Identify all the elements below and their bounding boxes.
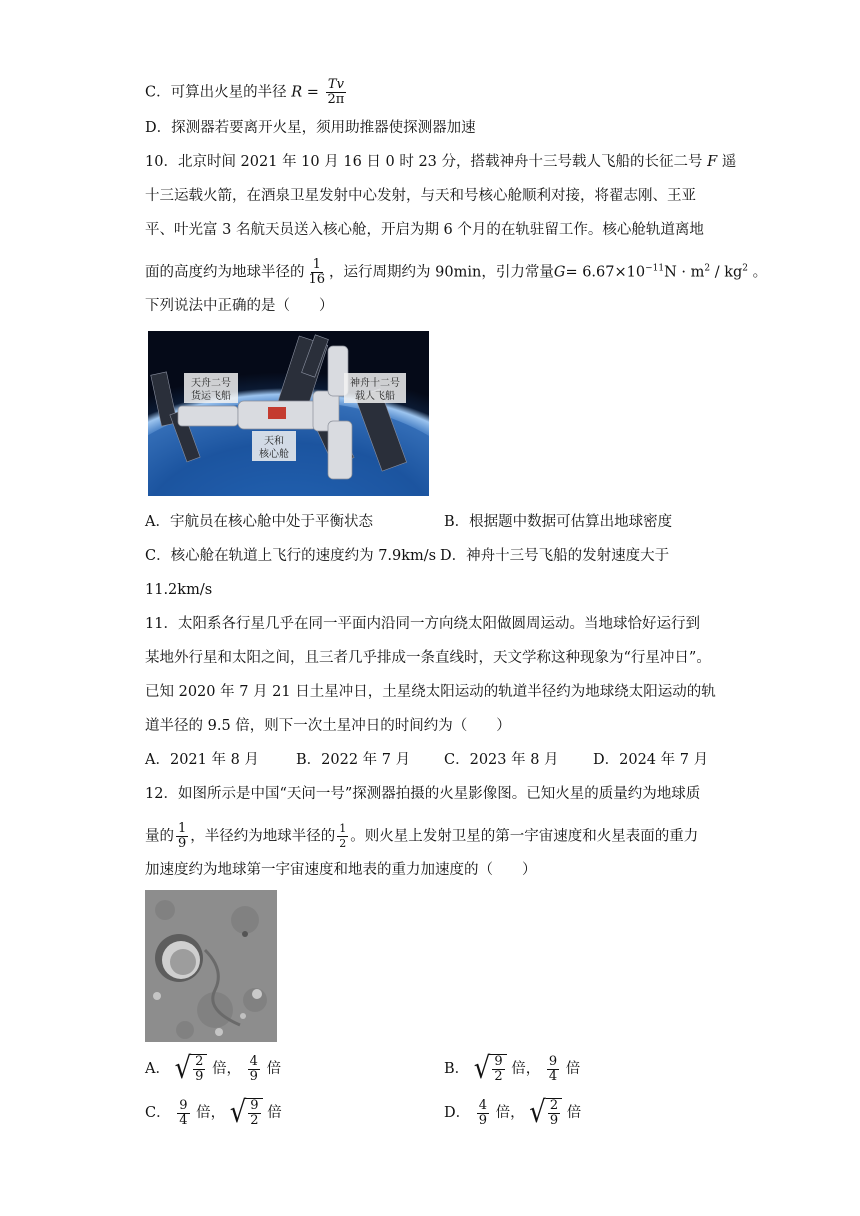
- q12-line-3: 加速度约为地球第一宇宙速度和地表的重力加速度的（ ）: [145, 862, 537, 878]
- q12-option-c: [145, 1094, 282, 1132]
- q12-option-b: [444, 1050, 580, 1088]
- q10-option-d-cont: 11.2km/s: [145, 582, 213, 598]
- q12-option-d: [444, 1094, 581, 1132]
- option-letter: D．: [444, 1105, 471, 1121]
- sqrt-symbol: √ $\frac{2}{9}$: [529, 1098, 562, 1128]
- fraction-denominator: 4: [179, 1112, 188, 1128]
- unit-bei: 倍: [565, 1061, 581, 1077]
- fraction-denominator: 2: [250, 1113, 259, 1128]
- q11-line-1: 11．太阳系各行星几乎在同一平面内沿同一方向绕太阳做圆周运动。当地球恰好运行到: [145, 616, 700, 632]
- space-station-graphic: [148, 331, 429, 496]
- fraction-denominator: 9: [195, 1069, 204, 1084]
- label-tianhe-line-2: 核心舱: [259, 449, 289, 460]
- q11-option-a: A．2021 年 8 月: [145, 752, 259, 768]
- q10-line-1-text: 10．北京时间 2021 年 10 月 16 日 0 时 23 分，搭载神舟十三号载人飞船的长征二号: [145, 154, 703, 170]
- q10-line-1: [145, 152, 736, 172]
- fraction-numerator: 4: [478, 1097, 488, 1113]
- fraction-numerator: 1: [339, 822, 347, 835]
- fraction-1-9: [176, 822, 188, 851]
- q10-line-3: 平、叶光富 3 名航天员送入核心舱，开启为期 6 个月的在轨驻留工作。核心舱轨道离地: [145, 222, 704, 238]
- exponent: −11: [645, 263, 665, 274]
- fraction-numerator: 9: [250, 1098, 259, 1113]
- space-station-photo: [148, 331, 429, 496]
- sqrt-symbol: √ $\frac{9}{2}$: [474, 1054, 507, 1084]
- fraction-denominator: 4: [548, 1068, 558, 1084]
- equals-sign: =: [306, 84, 319, 101]
- exponent: 2: [742, 263, 748, 274]
- fraction-numerator: 9: [179, 1097, 188, 1113]
- unit-kg: / kg: [710, 264, 743, 281]
- fraction-numerator: 1: [178, 821, 187, 836]
- q12-line-2: [145, 822, 698, 851]
- fraction-denominator: 9: [249, 1068, 258, 1084]
- fraction-numerator: 2: [195, 1054, 204, 1069]
- unit-bei: 倍: [267, 1105, 282, 1121]
- unit-bei: 倍: [266, 1061, 282, 1077]
- fraction-denominator: 9: [478, 1112, 488, 1128]
- q12-line-2-mid: ，半径约为地球半径的: [190, 828, 336, 845]
- unit-bei: 倍，: [495, 1105, 525, 1121]
- unit-bei: 倍: [566, 1105, 582, 1121]
- q9-option-d: D．探测器若要离开火星，须用助推器使探测器加速: [145, 120, 476, 136]
- period: 。: [748, 264, 768, 281]
- option-letter: B．: [444, 1061, 470, 1077]
- q12-option-a: [145, 1050, 281, 1088]
- exponent: 2: [704, 263, 711, 274]
- fraction-1-16: [307, 258, 328, 287]
- fraction-denominator: 16: [308, 272, 326, 287]
- label-tianzhou-line-1: 天舟二号: [191, 378, 231, 389]
- mars-surface-photo: [145, 890, 277, 1042]
- unit-bei: 倍，: [196, 1105, 226, 1121]
- fraction-numerator: Tv: [327, 77, 344, 92]
- q10-option-c: C．核心舱在轨道上飞行的速度约为 7.9km/s: [145, 548, 437, 564]
- q11-option-d: D．2024 年 7 月: [593, 752, 709, 768]
- q9-option-c-text: C．可算出火星的半径: [145, 84, 287, 101]
- label-shenzhou-line-1: 神舟十二号: [350, 378, 400, 389]
- label-shenzhou-line-2: 载人飞船: [355, 391, 395, 402]
- fraction-1-2: [337, 822, 348, 851]
- fraction-denominator: 9: [178, 836, 187, 851]
- q10-option-b: B．根据题中数据可估算出地球密度: [444, 514, 673, 530]
- fraction-denominator: 9: [549, 1113, 559, 1128]
- q10-line-4-text: 面的高度约为地球半径的: [145, 264, 305, 281]
- label-shenzhou: [344, 373, 406, 403]
- option-letter: C．: [145, 1105, 171, 1121]
- label-tianhe: [252, 431, 296, 461]
- fraction-numerator: 9: [494, 1054, 503, 1069]
- q12-line-2-end: 。则火星上发射卫星的第一宇宙速度和火星表面的重力: [350, 828, 699, 845]
- q10-line-4: [145, 258, 767, 287]
- q11-option-b: B．2022 年 7 月: [296, 752, 411, 768]
- label-tianzhou-line-2: 货运飞船: [191, 391, 231, 402]
- option-letter: A．: [145, 1061, 170, 1077]
- fraction-denominator: 2π: [327, 92, 345, 107]
- sqrt-symbol: √ $\frac{9}{2}$: [230, 1098, 263, 1128]
- q12-line-2-text: 量的: [145, 828, 174, 845]
- mars-surface-graphic: [145, 890, 277, 1042]
- fraction-tv-2pi: [326, 78, 347, 107]
- fraction-denominator: 2: [494, 1069, 503, 1084]
- q11-option-c: C．2023 年 8 月: [444, 752, 559, 768]
- fraction-numerator: 4: [249, 1053, 258, 1069]
- unit-nm: N · m: [664, 264, 705, 281]
- label-tianzhou: [184, 373, 238, 403]
- fraction-numerator: 2: [549, 1098, 559, 1113]
- q11-line-4: 道半径的 9.5 倍，则下一次土星冲日的时间约为（ ）: [145, 718, 511, 734]
- var-R: R: [291, 84, 303, 101]
- q10-option-a: A．宇航员在核心舱中处于平衡状态: [145, 514, 373, 530]
- q10-line-4-period: ，运行周期约为 90min，引力常量: [329, 264, 554, 281]
- letter-F: F: [707, 154, 718, 170]
- fraction-numerator: 1: [312, 257, 321, 272]
- q9-option-c: [145, 78, 348, 107]
- q10-line-2: 十三运载火箭，在酒泉卫星发射中心发射，与天和号核心舱顺利对接，将翟志刚、王亚: [145, 188, 696, 204]
- unit-bei: 倍，: [511, 1061, 541, 1077]
- unit-bei: 倍，: [212, 1061, 242, 1077]
- g-value: = 6.67×10: [565, 264, 646, 281]
- q11-line-3: 已知 2020 年 7 月 21 日土星冲日，土星绕太阳运动的轨道半径约为地球绕太阳运动的轨: [145, 684, 716, 700]
- sqrt-symbol: √ $\frac{2}{9}$: [175, 1054, 208, 1084]
- q10-line-5: 下列说法中正确的是（ ）: [145, 298, 334, 314]
- fraction-numerator: 9: [548, 1053, 558, 1069]
- label-tianhe-line-1: 天和: [264, 436, 284, 447]
- q12-line-1: 12．如图所示是中国“天问一号”探测器拍摄的火星影像图。已知火星的质量约为地球质: [145, 786, 701, 802]
- q10-option-d: D．神舟十三号飞船的发射速度大于: [440, 548, 670, 564]
- fraction-denominator: 2: [339, 837, 347, 850]
- var-G: G: [553, 264, 566, 281]
- q10-line-1-end: 遥: [721, 154, 737, 170]
- q11-line-2: 某地外行星和太阳之间，且三者几乎排成一条直线时，天文学称这种现象为“行星冲日”。: [145, 650, 711, 666]
